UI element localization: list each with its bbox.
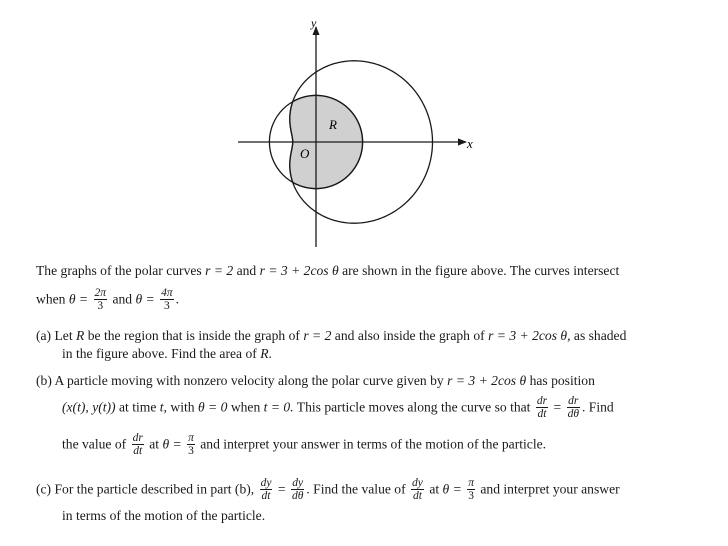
curve-r2: r = 2 [205,263,234,278]
polar-curves-figure [0,0,728,260]
y-axis-label: y [311,16,317,30]
intro-text: are shown in the figure above. The curves intersect [342,263,620,278]
theta-equals: θ = [68,291,89,307]
part-c-line-2: in terms of the motion of the particle. [62,508,266,523]
intro-line-2: when θ = $\frac{2\pi}{3}$ and θ = $\frac{4\pi}{3}$ . [36,287,180,313]
fraction: $\frac{dy}{dt}$ [260,477,272,503]
intro-text: and [236,263,257,278]
fraction: $\frac{\pi}{3}$ [188,432,194,458]
x-axis-label: x [467,136,473,151]
intro-text: and [112,291,133,307]
intro-line-1 [36,263,619,279]
fraction: $\frac{dr}{dt}$ [132,432,143,458]
part-b-line-1: (b) A particle moving with nonzero velocity along the polar curve given by r = 3 + 2cos θ has position [36,373,595,388]
part-b-line-3: the value of $\frac{dr}{dt}$ at θ = $\frac{\pi}{3}$ and interpret your answer in terms of the motion of the particle. [62,432,547,458]
theta-equals: θ = [135,291,155,307]
fraction: $\frac{dr}{dt}$ [536,395,548,421]
part-label: (a) [36,328,52,343]
part-label: (c) [36,481,52,497]
curve-limacon: r = 3 + 2cos θ [259,263,339,278]
fraction: $\frac{\pi}{3}$ [468,477,474,503]
region-label: R [329,117,337,132]
part-c-line-1: (c) For the particle described in part (b), $\frac{dy}{dt}$ = $\frac{dy}{d\theta}$ . Find the value of $\frac{dy}{dt}$ at θ = $\frac{\pi}{3}$ and interpret your answer [36,477,620,503]
part-a-line-2: in the figure above. Find the area of R. [62,346,272,361]
part-b-line-2: (x(t), y(t)) at time t, with θ = 0 when t = 0. This particle moves along the curve so that $\frac{dr}{dt}$ = $\frac{dr}{d\theta}$ . Find [62,395,614,421]
fraction: $\frac{2\pi}{3}$ [94,287,107,313]
origin-label: O [300,146,310,161]
intro-text: when [36,291,66,307]
fraction: $\frac{dy}{dt}$ [412,477,423,503]
fraction: $\frac{4\pi}{3}$ [161,287,173,313]
part-a-line-1: (a) Let R be the region that is inside the graph of r = 2 and also inside the graph of r = 3 + 2cos θ, as shaded [36,328,627,343]
fraction: $\frac{dr}{d\theta}$ [567,395,579,421]
fraction: $\frac{dy}{d\theta}$ [291,477,304,503]
intro-text: The graphs of the polar curves [36,263,202,278]
part-label: (b) [36,373,52,388]
